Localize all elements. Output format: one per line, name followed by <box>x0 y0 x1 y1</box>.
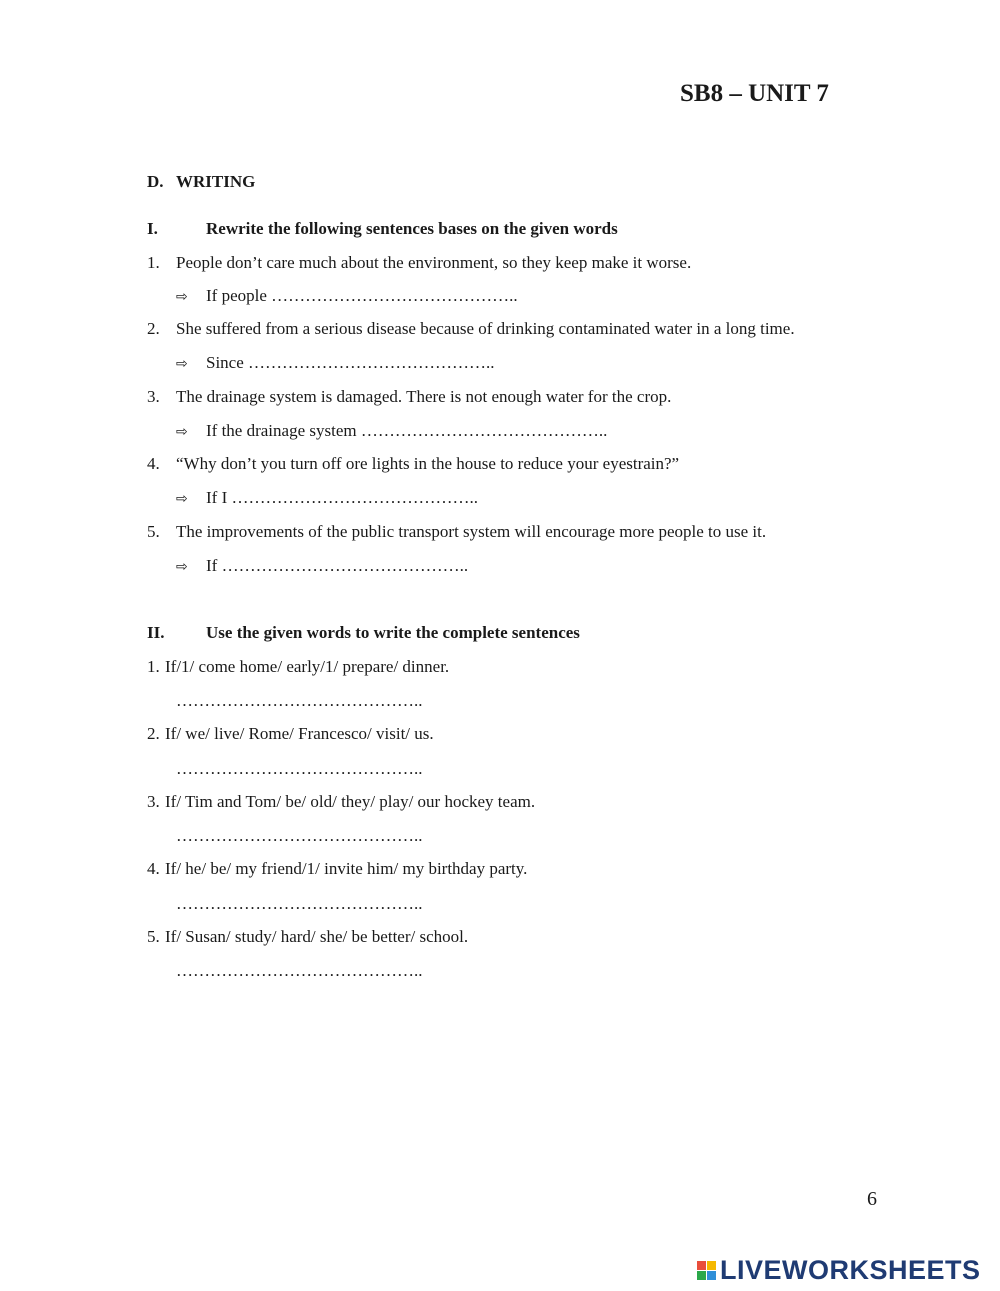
part2-numeral: II. <box>147 623 165 642</box>
section-label: D. <box>147 172 164 191</box>
part2-title: Use the given words to write the complete sentences <box>206 623 580 642</box>
answer-line[interactable]: Since …………………………………….. <box>206 353 495 372</box>
part2-item-number: 1. <box>147 657 160 676</box>
part1-item-number: 1. <box>147 253 160 272</box>
arrow-right-icon: ⇨ <box>176 289 188 305</box>
part2-item-text: If/1/ come home/ early/1/ prepare/ dinner. <box>165 657 450 676</box>
part1-item-text: People don’t care much about the environment, so they keep make it worse. <box>176 253 692 272</box>
section-title: WRITING <box>176 172 256 191</box>
part1-item-text: She suffered from a serious disease because of drinking contaminated water in a long time. <box>176 319 795 338</box>
page-number: 6 <box>867 1188 877 1210</box>
part1-item-number: 2. <box>147 319 160 338</box>
answer-line[interactable]: If the drainage system …………………………………….. <box>206 421 608 440</box>
arrow-right-icon: ⇨ <box>176 491 188 507</box>
part1-item-number: 3. <box>147 387 160 406</box>
part1-item-number: 4. <box>147 454 160 473</box>
arrow-right-icon: ⇨ <box>176 356 188 372</box>
arrow-right-icon: ⇨ <box>176 424 188 440</box>
logo-square <box>697 1271 706 1280</box>
part2-item-number: 5. <box>147 927 160 946</box>
answer-line[interactable]: If I …………………………………….. <box>206 488 478 507</box>
answer-line[interactable]: …………………………………….. <box>176 894 423 913</box>
part1-item-text: The drainage system is damaged. There is not enough water for the crop. <box>176 387 672 406</box>
unit-title: SB8 – UNIT 7 <box>680 80 829 107</box>
part2-item-number: 2. <box>147 724 160 743</box>
part2-item-number: 3. <box>147 792 160 811</box>
part1-numeral: I. <box>147 219 158 238</box>
answer-line[interactable]: …………………………………….. <box>176 691 423 710</box>
arrow-right-icon: ⇨ <box>176 559 188 575</box>
part2-item-text: If/ Tim and Tom/ be/ old/ they/ play/ our hockey team. <box>165 792 536 811</box>
part1-title: Rewrite the following sentences bases on the given words <box>206 219 618 238</box>
logo-square <box>697 1261 706 1270</box>
part2-item-number: 4. <box>147 859 160 878</box>
answer-line[interactable]: …………………………………….. <box>176 759 423 778</box>
brand-name: LIVEWORKSHEETS <box>720 1255 981 1285</box>
answer-line[interactable]: If …………………………………….. <box>206 556 469 575</box>
answer-line[interactable]: If people …………………………………….. <box>206 286 518 305</box>
part1-item-number: 5. <box>147 522 160 541</box>
part2-item-text: If/ Susan/ study/ hard/ she/ be better/ school. <box>165 927 469 946</box>
liveworksheets-logo <box>697 1255 981 1286</box>
liveworksheets-logo-icon <box>697 1261 716 1280</box>
logo-square <box>707 1271 716 1280</box>
logo-square <box>707 1261 716 1270</box>
answer-line[interactable]: …………………………………….. <box>176 826 423 845</box>
part1-item-text: “Why don’t you turn off ore lights in the house to reduce your eyestrain?” <box>176 454 680 473</box>
answer-line[interactable]: …………………………………….. <box>176 961 423 980</box>
part2-item-text: If/ he/ be/ my friend/1/ invite him/ my birthday party. <box>165 859 528 878</box>
part1-item-text: The improvements of the public transport system will encourage more people to use it. <box>176 522 767 541</box>
part2-item-text: If/ we/ live/ Rome/ Francesco/ visit/ us. <box>165 724 434 743</box>
